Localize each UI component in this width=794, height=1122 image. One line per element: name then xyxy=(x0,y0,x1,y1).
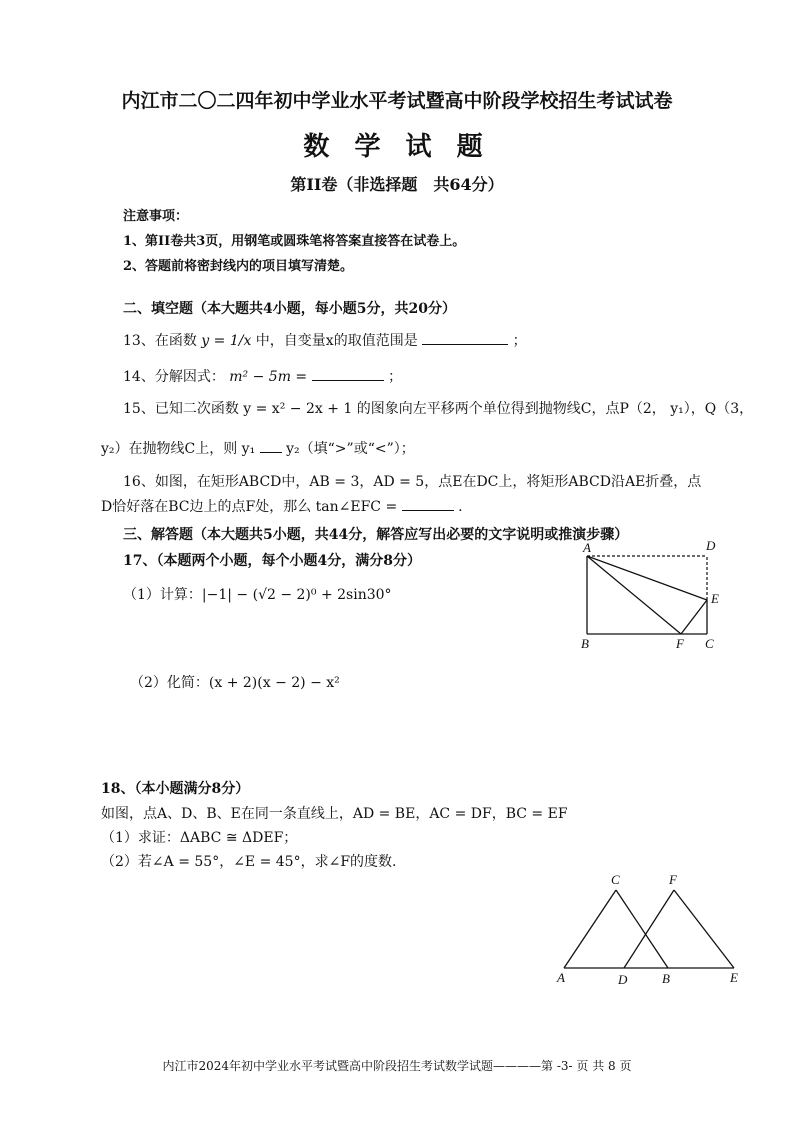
triangles-figure xyxy=(552,870,748,990)
q16-answer-blank[interactable] xyxy=(402,496,454,511)
q17-part1: （1）计算：|−1| − (√2 − 2)⁰ + 2sin30° xyxy=(123,587,392,603)
fig1-label-e: E xyxy=(711,591,719,606)
fig2-label-d: D xyxy=(618,972,628,987)
q18-part1: （1）求证：ΔABC ≅ ΔDEF； xyxy=(101,830,298,846)
q16-line2-before: D恰好落在BC边上的点F处，那么 tan∠EFC = xyxy=(101,499,398,515)
section3-heading: 三、解答题（本大题共5小题，共44分，解答应写出必要的文字说明或推演步骤） xyxy=(123,527,629,543)
q14-end: ； xyxy=(388,369,403,385)
fig1-label-b: B xyxy=(581,636,589,651)
fig1-label-a: A xyxy=(583,540,591,555)
page-footer: 内江市2024年初中学业水平考试暨高中阶段招生考试数学试题————第 -3- 页 共 8 页 xyxy=(162,1059,632,1073)
q15-line2-before: y₂）在抛物线C上，则 y₁ xyxy=(101,441,256,457)
q15-answer-blank[interactable] xyxy=(260,438,282,453)
subject-title: 数 学 试 题 xyxy=(303,132,491,162)
fig2-label-f: F xyxy=(669,872,677,887)
q16-line2-end: . xyxy=(458,499,463,515)
question-14 xyxy=(123,366,402,386)
fig1-label-d: D xyxy=(706,538,716,553)
note-item: 2、答题前将密封线内的项目填写清楚。 xyxy=(123,259,354,274)
q13-end: ； xyxy=(512,333,527,349)
q13-after: 中，自变量x的取值范围是 xyxy=(255,333,418,349)
fig2-label-b: B xyxy=(662,971,670,986)
q14-before: 14、分解因式： xyxy=(123,369,225,385)
fig2-label-e: E xyxy=(730,970,738,985)
question-16-line2 xyxy=(101,496,463,516)
fig1-label-f: F xyxy=(676,636,684,651)
q18-heading: 18、（本小题满分8分） xyxy=(101,781,250,797)
q18-part2: （2）若∠A = 55°，∠E = 45°，求∠F的度数. xyxy=(101,854,397,870)
section2-heading: 二、填空题（本大题共4小题，每小题5分，共20分） xyxy=(123,301,456,317)
q17-heading: 17、（本题两个小题，每个小题4分，满分8分） xyxy=(123,553,421,569)
fig2-label-c: C xyxy=(611,872,620,887)
fig2-label-a: A xyxy=(557,970,565,985)
q14-answer-blank[interactable] xyxy=(312,366,384,381)
question-13 xyxy=(123,330,527,350)
question-15-line1: 15、已知二次函数 y = x² − 2x + 1 的图象向左平移两个单位得到抛物线C，点P（2， y₁），Q（3， xyxy=(123,401,754,417)
q14-formula: m² − 5m = xyxy=(229,369,308,385)
q17-part2: （2）化简：(x + 2)(x − 2) − x² xyxy=(130,675,340,691)
q18-stem: 如图，点A、D、B、E在同一条直线上，AD = BE，AC = DF，BC = EF xyxy=(101,806,568,822)
note-item: 1、第II卷共3页，用钢笔或圆珠笔将答案直接答在试卷上。 xyxy=(123,234,466,249)
exam-title: 内江市二〇二四年初中学业水平考试暨高中阶段学校招生考试试卷 xyxy=(121,90,673,112)
q13-before: 13、在函数 xyxy=(123,333,197,349)
q13-answer-blank[interactable] xyxy=(422,330,508,345)
q15-line2-mid: y₂（填“>”或“<”）； xyxy=(286,441,415,457)
fig1-label-c: C xyxy=(705,636,714,651)
question-16-line1: 16、如图，在矩形ABCD中，AB = 3，AD = 5，点E在DC上，将矩形ABCD沿AE折叠，点 xyxy=(123,474,702,490)
question-15-line2 xyxy=(101,438,415,458)
q13-formula: y = 1/x xyxy=(201,333,252,349)
notes-heading: 注意事项： xyxy=(123,209,189,224)
rectangle-fold-figure xyxy=(575,538,735,653)
volume-title: 第II卷（非选择题 共64分） xyxy=(290,175,504,194)
